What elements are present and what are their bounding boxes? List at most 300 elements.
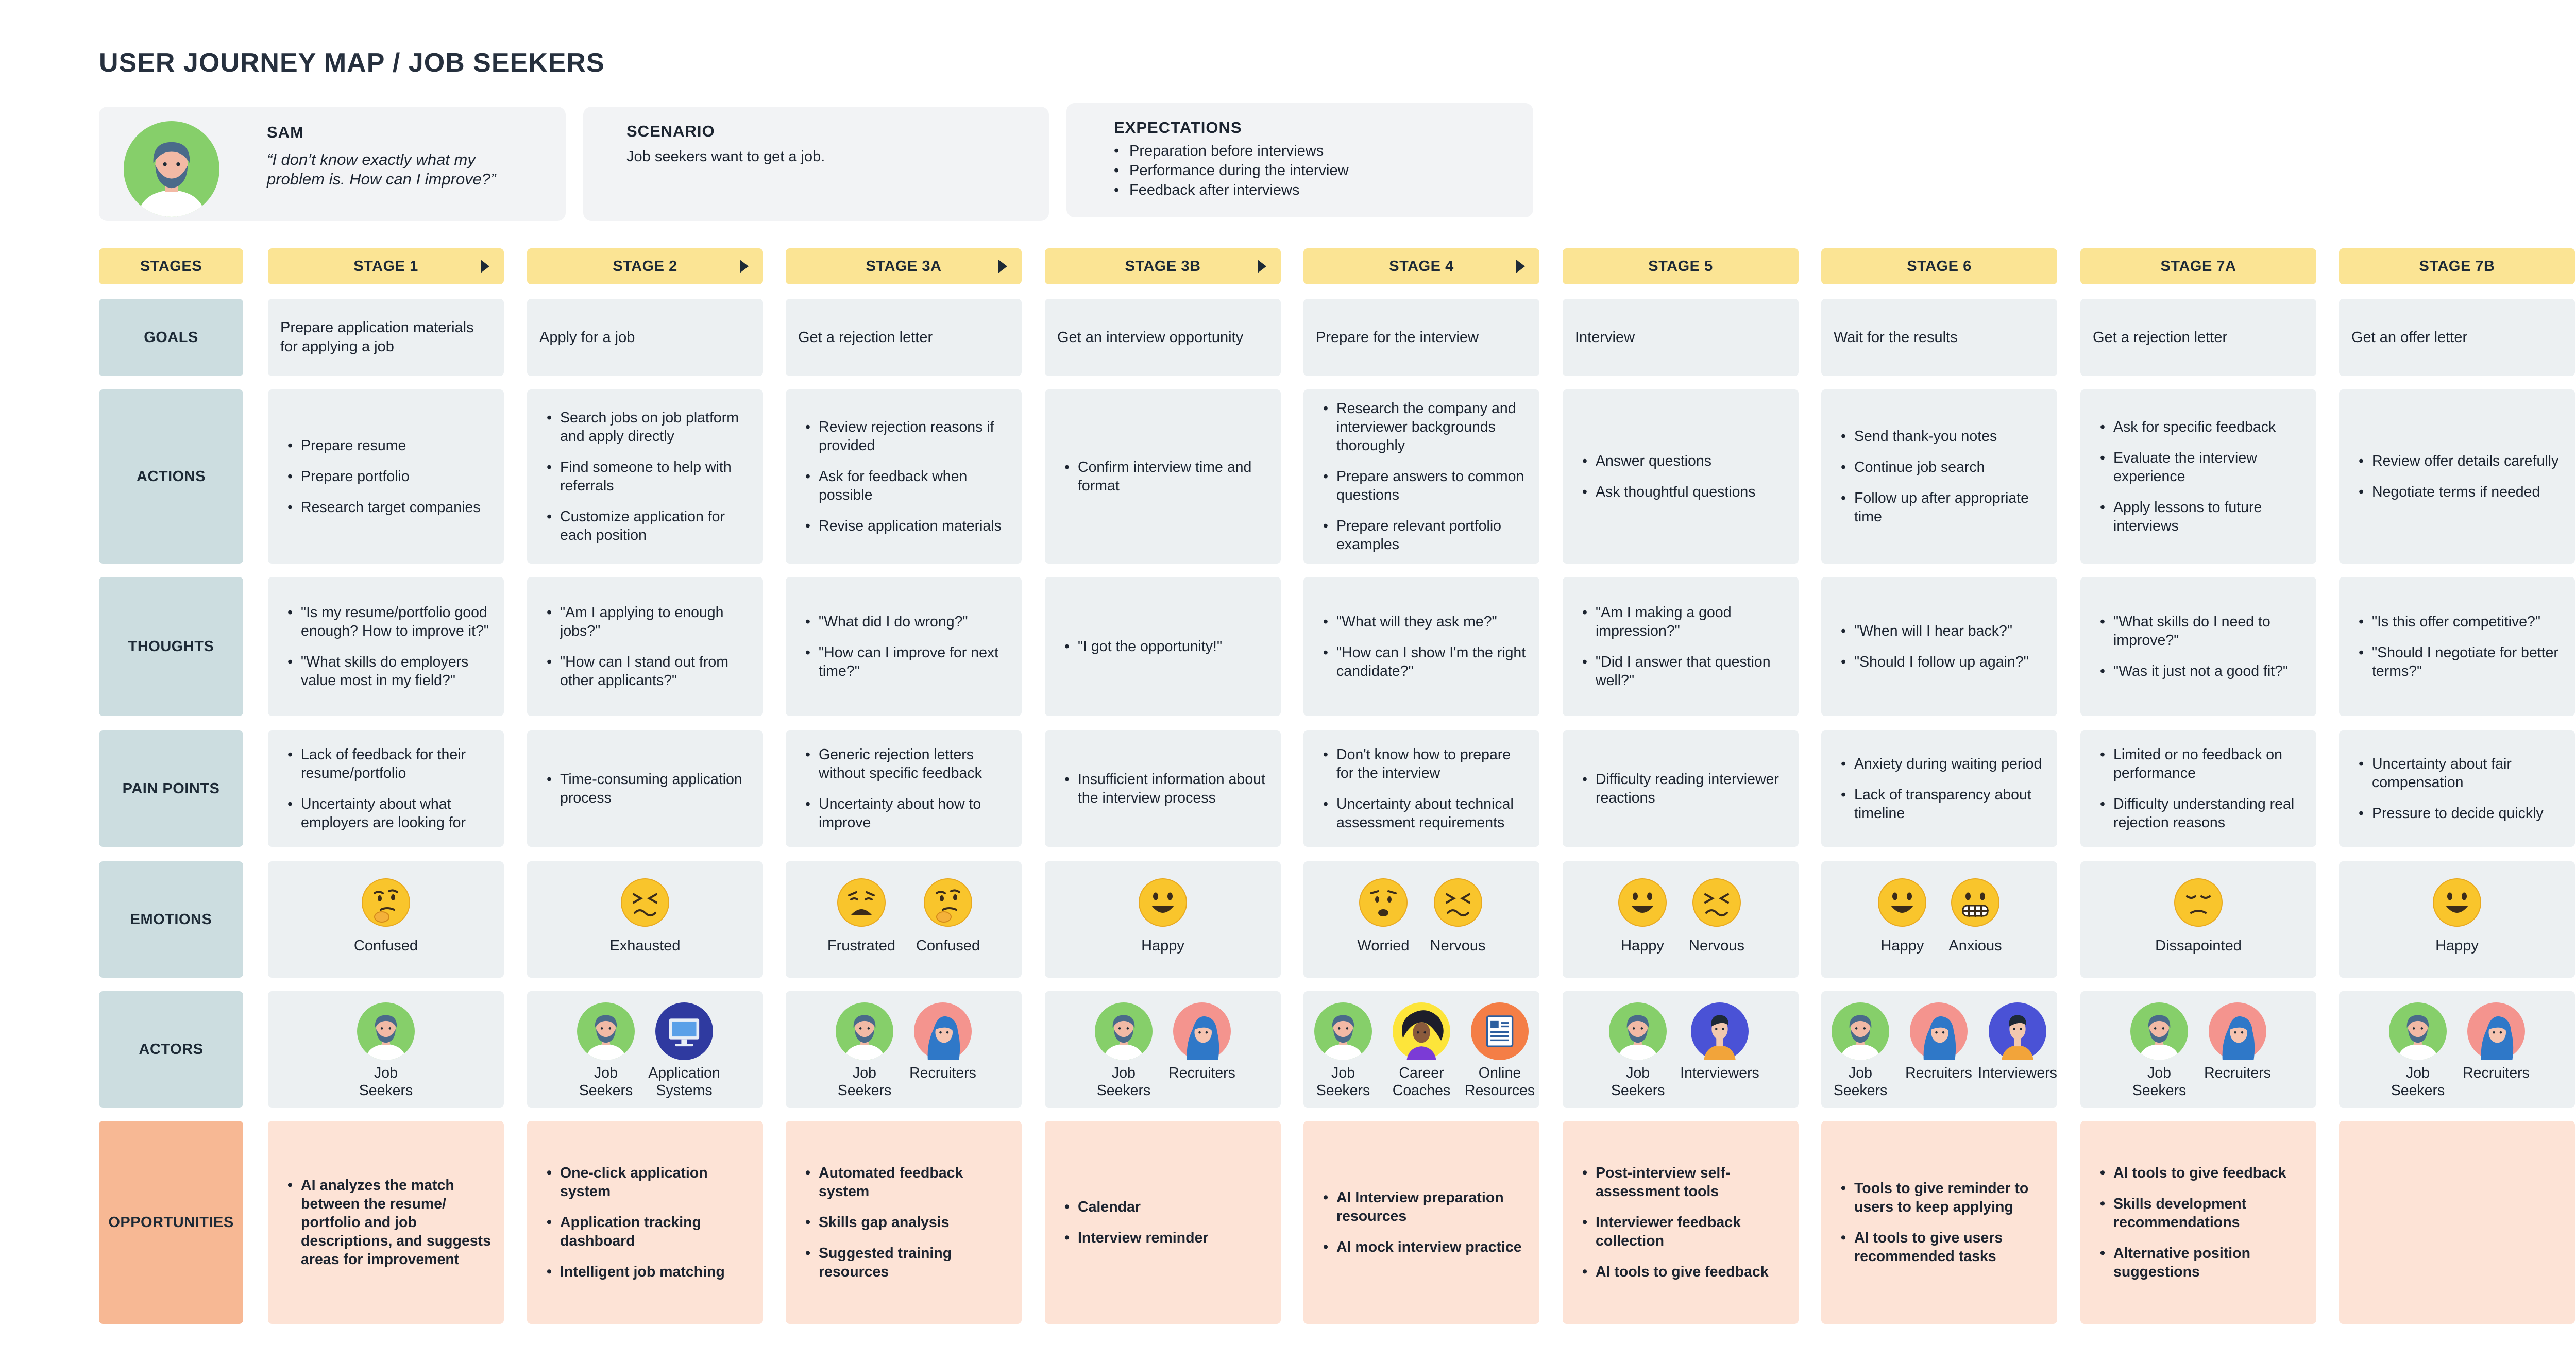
scenario-text: Job seekers want to get a job. <box>626 148 825 165</box>
happy-emoji-icon <box>1876 877 1928 928</box>
list-item: • Post-interview self-assessment tools <box>1575 1164 1790 1201</box>
actor-label: Application Systems <box>648 1065 720 1099</box>
expectation-item: • Preparation before interviews <box>1114 141 1349 161</box>
expectations-title: EXPECTATIONS <box>1114 118 1242 137</box>
goal-cell <box>1045 299 1281 376</box>
emotion-label: Frustrated <box>827 938 895 954</box>
persona-avatar-icon <box>124 121 219 217</box>
row-label-stages: STAGES <box>99 248 243 284</box>
actor-label: Recruiters <box>2204 1065 2271 1081</box>
actor-item <box>1385 991 1458 1099</box>
actor-label: Recruiters <box>1168 1065 1235 1081</box>
actor-item <box>1824 991 1896 1099</box>
pain-points-cell <box>1045 730 1281 847</box>
thoughts-list <box>1834 577 2049 716</box>
emotion-item <box>1137 861 1189 955</box>
stage-header[interactable] <box>1303 248 1539 284</box>
actors-group <box>1821 991 2057 1108</box>
emotions-group <box>2339 861 2575 978</box>
list-item: • Ask for specific feedback <box>2093 418 2308 436</box>
anxious-emoji-icon <box>1950 877 2001 928</box>
list-item: • Difficulty reading interviewer reactions <box>1575 770 1790 807</box>
actions-list <box>2351 389 2567 564</box>
list-item: • Confirm interview time and format <box>1057 458 1273 495</box>
stage-name: STAGE 6 <box>1907 258 1972 275</box>
list-item: • Search jobs on job platform and apply directly <box>539 409 755 446</box>
actions-cell <box>2080 389 2316 564</box>
exhausted-emoji-icon <box>619 877 671 928</box>
persona-quote: “I don’t know exactly what my problem is. How can I improve?” <box>267 150 496 188</box>
thoughts-cell <box>527 577 763 716</box>
actions-list <box>280 389 496 564</box>
actions-list <box>1316 389 1531 564</box>
happy-emoji-icon <box>2431 877 2483 928</box>
pain-points-cell <box>1563 730 1799 847</box>
pain-points-list <box>1057 730 1273 847</box>
job-seeker-avatar-icon <box>577 1002 635 1060</box>
list-item: • "What skills do employers value most in my field?" <box>280 653 496 690</box>
thoughts-cell <box>2080 577 2316 716</box>
list-item: • "Should I follow up again?" <box>1834 653 2049 671</box>
list-item: • Prepare portfolio <box>280 467 496 486</box>
actors-group <box>1303 991 1539 1108</box>
emotions-cell <box>268 861 504 978</box>
job-seeker-avatar-icon <box>836 1002 893 1060</box>
job-seeker-avatar-icon <box>357 1002 415 1060</box>
pain-points-list <box>1316 730 1531 847</box>
emotion-item <box>1689 861 1744 955</box>
thoughts-cell <box>1563 577 1799 716</box>
actors-cell <box>1045 991 1281 1108</box>
goal-cell <box>1821 299 2057 376</box>
actors-cell <box>1821 991 2057 1108</box>
actor-item <box>2382 991 2454 1099</box>
list-item: • AI tools to give users recommended tasks <box>1834 1229 2049 1266</box>
list-item: • AI tools to give feedback <box>2093 1164 2308 1182</box>
list-item: • AI tools to give feedback <box>1575 1263 1790 1281</box>
actor-label: Job Seekers <box>1833 1065 1888 1099</box>
row-label-emotions: EMOTIONS <box>99 861 243 978</box>
actor-label: Job Seekers <box>2132 1065 2187 1099</box>
actors-cell <box>786 991 1022 1108</box>
actions-cell <box>1303 389 1539 564</box>
list-item: • Pressure to decide quickly <box>2351 804 2567 823</box>
actions-cell <box>786 389 1022 564</box>
opportunities-list <box>539 1121 755 1324</box>
emotions-cell <box>786 861 1022 978</box>
actor-item <box>570 991 642 1099</box>
emotion-item <box>916 861 980 955</box>
list-item: • Research target companies <box>280 498 496 517</box>
emotions-cell <box>1303 861 1539 978</box>
list-item: • "What did I do wrong?" <box>798 613 1013 631</box>
emotion-item <box>1430 861 1486 955</box>
list-item: • Evaluate the interview experience <box>2093 449 2308 486</box>
actor-label: Job Seekers <box>579 1065 633 1099</box>
stage-header[interactable] <box>1563 248 1799 284</box>
emotion-label: Happy <box>1621 938 1664 954</box>
opportunities-list <box>2351 1121 2567 1324</box>
row-label-actors: ACTORS <box>99 991 243 1108</box>
stage-header[interactable] <box>2080 248 2316 284</box>
opportunities-cell <box>527 1121 763 1324</box>
list-item: • "What skills do I need to improve?" <box>2093 613 2308 650</box>
list-item: • Limited or no feedback on performance <box>2093 745 2308 782</box>
list-item: • Automated feedback system <box>798 1164 1013 1201</box>
list-item: • Ask for feedback when possible <box>798 467 1013 504</box>
actor-label: Career Coaches <box>1392 1065 1451 1099</box>
thoughts-list <box>280 577 496 716</box>
list-item: • Research the company and interviewer backgrounds thoroughly <box>1316 399 1531 455</box>
list-item: • Alternative position suggestions <box>2093 1244 2308 1281</box>
list-item: • Suggested training resources <box>798 1244 1013 1281</box>
goal-cell <box>1303 299 1539 376</box>
list-item: • "Am I making a good impression?" <box>1575 603 1790 640</box>
emotion-label: Exhausted <box>609 938 681 954</box>
actors-cell <box>527 991 763 1108</box>
actions-list <box>798 389 1013 564</box>
row-label-pain-points: PAIN POINTS <box>99 730 243 847</box>
stage-header[interactable] <box>786 248 1022 284</box>
list-item: • Tools to give reminder to users to keep applying <box>1834 1179 2049 1216</box>
actor-item <box>907 991 979 1082</box>
opportunities-list <box>1057 1121 1273 1324</box>
emotion-label: Happy <box>1880 938 1924 954</box>
opportunities-list <box>1575 1121 1790 1324</box>
recruiter-avatar-icon <box>1910 1002 1968 1060</box>
thinking-emoji-icon <box>360 877 412 928</box>
list-item: • Review rejection reasons if provided <box>798 418 1013 455</box>
pain-points-list <box>2093 730 2308 847</box>
actor-label: Interviewers <box>1680 1065 1759 1081</box>
thoughts-cell <box>1821 577 2057 716</box>
list-item: • "What will they ask me?" <box>1316 613 1531 631</box>
actions-list <box>1575 389 1790 564</box>
actions-cell <box>1563 389 1799 564</box>
actors-cell <box>2339 991 2575 1108</box>
emotion-item <box>2431 861 2483 955</box>
list-item: • Send thank-you notes <box>1834 427 2049 446</box>
play-arrow-icon[interactable] <box>481 260 489 273</box>
list-item: • "I got the opportunity!" <box>1057 637 1273 656</box>
list-item: • Prepare answers to common questions <box>1316 467 1531 504</box>
thoughts-list <box>1057 577 1273 716</box>
list-item: • Apply lessons to future interviews <box>2093 498 2308 535</box>
opportunities-cell <box>2339 1121 2575 1324</box>
actor-label: Recruiters <box>909 1065 976 1081</box>
list-item: • Continue job search <box>1834 458 2049 477</box>
row-label-opportunities: OPPORTUNITIES <box>99 1121 243 1324</box>
list-item: • Uncertainty about technical assessment requirements <box>1316 795 1531 832</box>
list-item: • Review offer details carefully <box>2351 452 2567 470</box>
nervous-emoji-icon <box>1432 877 1484 928</box>
play-arrow-icon[interactable] <box>1516 260 1525 273</box>
stage-name: STAGE 3B <box>1125 258 1201 275</box>
play-arrow-icon[interactable] <box>740 260 749 273</box>
list-item: • "Was it just not a good fit?" <box>2093 662 2308 680</box>
row-label-goals: GOALS <box>99 299 243 376</box>
list-item: • Ask thoughtful questions <box>1575 483 1790 501</box>
actors-group <box>268 991 504 1108</box>
actors-group <box>1563 991 1799 1108</box>
thoughts-cell <box>268 577 504 716</box>
goal-cell <box>268 299 504 376</box>
emotion-item <box>827 861 895 955</box>
actor-item <box>1166 991 1238 1082</box>
emotions-group <box>527 861 763 978</box>
emotion-label: Happy <box>2435 938 2479 954</box>
recruiter-avatar-icon <box>1173 1002 1231 1060</box>
expectations-list <box>1114 141 1349 200</box>
actor-label: Job Seekers <box>2391 1065 2445 1099</box>
list-item: • Uncertainty about fair compensation <box>2351 755 2567 792</box>
thoughts-cell <box>786 577 1022 716</box>
list-item: • Lack of transparency about timeline <box>1834 786 2049 823</box>
opportunities-cell <box>1045 1121 1281 1324</box>
list-item: • Interviewer feedback collection <box>1575 1213 1790 1250</box>
emotion-item <box>1358 861 1410 955</box>
list-item: • "How can I show I'm the right candidate?" <box>1316 643 1531 680</box>
interviewer-avatar-icon <box>1989 1002 2046 1060</box>
actor-label: Recruiters <box>2463 1065 2530 1081</box>
pain-points-list <box>798 730 1013 847</box>
recruiter-avatar-icon <box>2209 1002 2266 1060</box>
goal-text: Get a rejection letter <box>798 329 933 346</box>
list-item: • "How can I stand out from other applicants?" <box>539 653 755 690</box>
list-item: • AI analyzes the match between the resume/ portfolio and job descriptions, and suggests areas for improvement <box>280 1176 496 1269</box>
actions-list <box>539 389 755 564</box>
list-item: • Don't know how to prepare for the interview <box>1316 745 1531 782</box>
list-item: • Prepare relevant portfolio examples <box>1316 517 1531 554</box>
thoughts-list <box>798 577 1013 716</box>
list-item: • "When will I hear back?" <box>1834 622 2049 640</box>
emotion-label: Confused <box>916 938 980 954</box>
happy-emoji-icon <box>1137 877 1189 928</box>
row-label-actions: ACTIONS <box>99 389 243 564</box>
actions-cell <box>2339 389 2575 564</box>
thoughts-list <box>1316 577 1531 716</box>
actors-group <box>786 991 1022 1108</box>
scenario-card <box>583 107 1049 221</box>
stage-name: STAGE 4 <box>1389 258 1454 275</box>
actor-label: Job Seekers <box>1096 1065 1151 1099</box>
opportunities-list <box>798 1121 1013 1324</box>
page-title: USER JOURNEY MAP / JOB SEEKERS <box>99 48 605 78</box>
goal-cell <box>786 299 1022 376</box>
emotions-cell <box>1045 861 1281 978</box>
emotion-item <box>2155 861 2242 955</box>
actors-cell <box>268 991 504 1108</box>
list-item: • Prepare resume <box>280 436 496 455</box>
actor-item <box>1903 991 1975 1082</box>
goal-text: Prepare for the interview <box>1316 329 1479 346</box>
goal-cell <box>1563 299 1799 376</box>
emotion-label: Confused <box>353 938 418 954</box>
actor-item <box>2460 991 2532 1082</box>
pain-points-list <box>2351 730 2567 847</box>
actor-item <box>1464 991 1536 1099</box>
emotion-label: Anxious <box>1948 938 2002 954</box>
actors-group <box>2080 991 2316 1108</box>
emotion-label: Nervous <box>1689 938 1744 954</box>
actor-item <box>350 991 422 1099</box>
list-item: • Calendar <box>1057 1198 1273 1216</box>
goal-text: Wait for the results <box>1834 329 1958 346</box>
list-item: • Difficulty understanding real rejection reasons <box>2093 795 2308 832</box>
scenario-title: SCENARIO <box>626 122 715 140</box>
job-seeker-avatar-icon <box>2389 1002 2447 1060</box>
emotion-item <box>1948 861 2002 955</box>
actor-label: Online Resources <box>1464 1065 1535 1099</box>
pain-points-cell <box>1303 730 1539 847</box>
play-arrow-icon[interactable] <box>1258 260 1266 273</box>
goal-text: Get an interview opportunity <box>1057 329 1244 346</box>
list-item: • Skills gap analysis <box>798 1213 1013 1232</box>
actions-cell <box>1045 389 1281 564</box>
stage-header[interactable] <box>527 248 763 284</box>
persona-name: SAM <box>267 123 304 141</box>
online-resources-avatar-icon <box>1471 1002 1529 1060</box>
opportunities-cell <box>2080 1121 2316 1324</box>
pain-points-list <box>539 730 755 847</box>
actor-label: Job Seekers <box>1611 1065 1665 1099</box>
play-arrow-icon[interactable] <box>998 260 1007 273</box>
job-seeker-avatar-icon <box>1095 1002 1153 1060</box>
list-item: • AI Interview preparation resources <box>1316 1188 1531 1226</box>
actor-item <box>648 991 720 1099</box>
job-seeker-avatar-icon <box>1609 1002 1667 1060</box>
list-item: • Time-consuming application process <box>539 770 755 807</box>
list-item: • Insufficient information about the interview process <box>1057 770 1273 807</box>
pain-points-cell <box>1821 730 2057 847</box>
actor-item <box>2123 991 2195 1099</box>
actors-cell <box>1563 991 1799 1108</box>
emotion-item <box>609 861 680 955</box>
actor-label: Job Seekers <box>1316 1065 1370 1099</box>
pain-points-list <box>280 730 496 847</box>
list-item: • "How can I improve for next time?" <box>798 643 1013 680</box>
list-item: • "Is my resume/portfolio good enough? How to improve it?" <box>280 603 496 640</box>
expectation-item: • Feedback after interviews <box>1114 180 1349 200</box>
emotions-group <box>786 861 1022 978</box>
list-item: • Uncertainty about how to improve <box>798 795 1013 832</box>
stage-header[interactable] <box>268 248 504 284</box>
list-item: • Customize application for each position <box>539 507 755 545</box>
actor-item <box>2201 991 2274 1082</box>
computer-avatar-icon <box>655 1002 713 1060</box>
emotions-cell <box>2339 861 2575 978</box>
pain-points-cell <box>2080 730 2316 847</box>
happy-emoji-icon <box>1617 877 1668 928</box>
recruiter-avatar-icon <box>2467 1002 2525 1060</box>
opportunities-cell <box>1303 1121 1539 1324</box>
stage-name: STAGE 2 <box>613 258 677 275</box>
actors-group <box>527 991 763 1108</box>
job-seeker-avatar-icon <box>2130 1002 2188 1060</box>
actor-label: Job Seekers <box>359 1065 413 1099</box>
stage-name: STAGE 3A <box>866 258 942 275</box>
emotion-label: Nervous <box>1430 938 1486 954</box>
stage-header[interactable] <box>1821 248 2057 284</box>
list-item: • Uncertainty about what employers are looking for <box>280 795 496 832</box>
emotion-item <box>354 861 418 955</box>
opportunities-cell <box>1821 1121 2057 1324</box>
stage-header[interactable] <box>2339 248 2575 284</box>
goal-cell <box>2080 299 2316 376</box>
list-item: • Generic rejection letters without specific feedback <box>798 745 1013 782</box>
actor-item <box>1307 991 1379 1099</box>
emotion-label: Dissapointed <box>2155 938 2242 954</box>
stage-header[interactable] <box>1045 248 1281 284</box>
list-item: • Answer questions <box>1575 452 1790 470</box>
actor-item <box>1978 991 2057 1082</box>
opportunities-list <box>2093 1121 2308 1324</box>
goal-text: Get a rejection letter <box>2093 329 2228 346</box>
actors-cell <box>1303 991 1539 1108</box>
goal-text: Get an offer letter <box>2351 329 2468 346</box>
goal-cell <box>527 299 763 376</box>
actions-cell <box>1821 389 2057 564</box>
thinking-emoji-icon <box>922 877 974 928</box>
list-item: • "Am I applying to enough jobs?" <box>539 603 755 640</box>
opportunities-list <box>280 1121 496 1324</box>
list-item: • "Did I answer that question well?" <box>1575 653 1790 690</box>
pain-points-list <box>1834 730 2049 847</box>
list-item: • "Is this offer competitive?" <box>2351 613 2567 631</box>
expectation-item: • Performance during the interview <box>1114 161 1349 180</box>
opportunities-cell <box>268 1121 504 1324</box>
list-item: • Intelligent job matching <box>539 1263 755 1281</box>
opportunities-cell <box>786 1121 1022 1324</box>
goal-text: Prepare application materials for applying a job <box>280 319 474 355</box>
thoughts-cell <box>1303 577 1539 716</box>
actions-cell <box>527 389 763 564</box>
opportunities-list <box>1834 1121 2049 1324</box>
thoughts-cell <box>1045 577 1281 716</box>
list-item: • Anxiety during waiting period <box>1834 755 2049 773</box>
stage-name: STAGE 7B <box>2419 258 2495 275</box>
pain-points-cell <box>268 730 504 847</box>
emotions-group <box>2080 861 2316 978</box>
goal-text: Apply for a job <box>539 329 635 346</box>
list-item: • One-click application system <box>539 1164 755 1201</box>
list-item: • Lack of feedback for their resume/portfolio <box>280 745 496 782</box>
thoughts-cell <box>2339 577 2575 716</box>
pain-points-cell <box>527 730 763 847</box>
stage-name: STAGE 7A <box>2160 258 2236 275</box>
actor-label: Recruiters <box>1905 1065 1972 1081</box>
actor-label: Interviewers <box>1978 1065 2057 1081</box>
thoughts-list <box>2093 577 2308 716</box>
thoughts-list <box>2351 577 2567 716</box>
actions-list <box>1057 389 1273 564</box>
list-item: • Find someone to help with referrals <box>539 458 755 495</box>
list-item: • Negotiate terms if needed <box>2351 483 2567 501</box>
job-seeker-avatar-icon <box>1832 1002 1889 1060</box>
emotions-cell <box>1821 861 2057 978</box>
list-item: • Revise application materials <box>798 517 1013 535</box>
nervous-emoji-icon <box>1691 877 1742 928</box>
actions-list <box>1834 389 2049 564</box>
thoughts-list <box>1575 577 1790 716</box>
goal-cell <box>2339 299 2575 376</box>
thoughts-list <box>539 577 755 716</box>
pain-points-cell <box>786 730 1022 847</box>
frustrated-emoji-icon <box>836 877 887 928</box>
list-item: • "Should I negotiate for better terms?" <box>2351 643 2567 680</box>
list-item: • Follow up after appropriate time <box>1834 489 2049 526</box>
actor-item <box>1602 991 1674 1099</box>
